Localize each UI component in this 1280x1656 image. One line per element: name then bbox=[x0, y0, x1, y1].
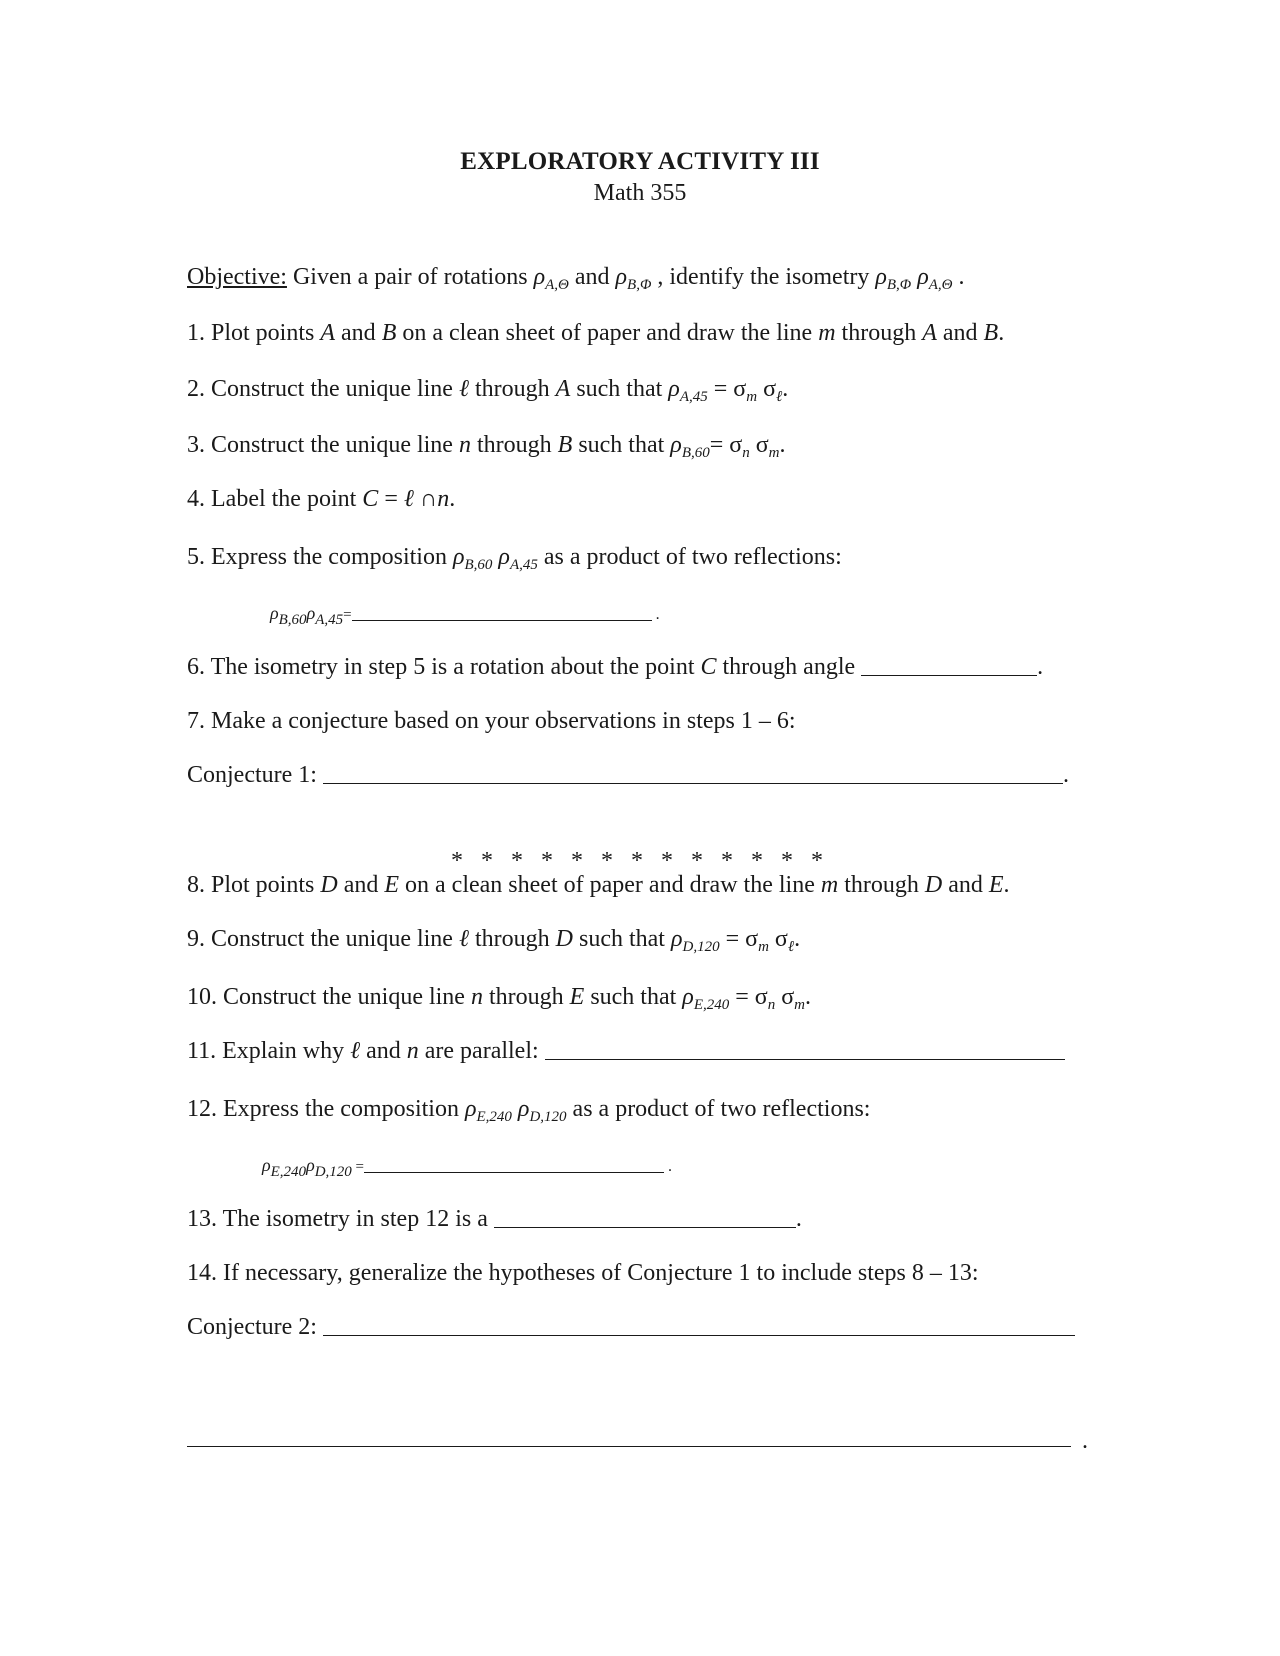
step-6-angle-blank[interactable] bbox=[861, 653, 1037, 676]
step-12: 12. Express the composition $\rho_{E,240}$ $\rho_{D,120}$ as a product of two reflections: bbox=[187, 1096, 871, 1125]
step-1: 1. Plot points A and B on a clean sheet of paper and draw the line m through A and B. bbox=[187, 320, 1005, 346]
step-12-answer-blank[interactable] bbox=[364, 1154, 664, 1173]
section-separator: * * * * * * * * * * * * * bbox=[451, 848, 829, 874]
step-14: 14. If necessary, generalize the hypotheses of Conjecture 1 to include steps 8 – 13: bbox=[187, 1260, 979, 1286]
course-label: Math 355 bbox=[593, 180, 687, 206]
step-7: 7. Make a conjecture based on your observations in steps 1 – 6: bbox=[187, 708, 796, 734]
step-13: 13. The isometry in step 12 is a . bbox=[187, 1206, 802, 1232]
conjecture-2-continuation-blank[interactable] bbox=[187, 1446, 1071, 1447]
step-11: 11. Explain why ℓ and n are parallel: bbox=[187, 1036, 1065, 1066]
step-9: 9. Construct the unique line ℓ through D such that $\rho_{D,120} = \sigma_m$ $\sigma_\ell$. bbox=[187, 926, 801, 955]
step-2: 2. Construct the unique line ℓ through A such that $\rho_{A,45} = \sigma_m$ $\sigma_\ell$. bbox=[187, 376, 789, 405]
step-12-answer: $\rho_{E,240}\rho_{D,120}$ = . bbox=[262, 1155, 673, 1180]
step-6: 6. The isometry in step 5 is a rotation about the point C through angle . bbox=[187, 654, 1044, 680]
conjecture-1-blank[interactable] bbox=[323, 761, 1063, 784]
step-11-explanation-blank[interactable] bbox=[545, 1037, 1065, 1060]
conjecture-2 bbox=[187, 1312, 1075, 1342]
page-title: EXPLORATORY ACTIVITY III bbox=[460, 148, 820, 175]
step-4: 4. Label the point C = ℓ ∩n. bbox=[187, 486, 456, 512]
step-5: 5. Express the composition $\rho_{B,60}$ $\rho_{A,45}$ as a product of two reflections: bbox=[187, 544, 842, 573]
conjecture-1-label: Conjecture 1: bbox=[187, 762, 323, 788]
step-5-answer: $\rho_{B,60}\rho_{A,45}=$ . bbox=[270, 603, 660, 628]
step-8: 8. Plot points D and E on a clean sheet of paper and draw the line m through D and E. bbox=[187, 872, 1010, 898]
step-10: 10. Construct the unique line n through E such that $\rho_{E,240} = \sigma_n$ $\sigma_m$. bbox=[187, 984, 812, 1013]
step-3: 3. Construct the unique line n through B such that $\rho_{B,60}= \sigma_n$ $\sigma_m$. bbox=[187, 432, 786, 461]
conjecture-2-label: Conjecture 2: bbox=[187, 1314, 323, 1340]
step-5-answer-blank[interactable] bbox=[352, 602, 652, 621]
conjecture-1: Conjecture 1: . bbox=[187, 762, 1069, 788]
objective-label: Objective: bbox=[187, 264, 287, 290]
conjecture-2-end: . bbox=[1082, 1428, 1088, 1454]
step-13-isometry-blank[interactable] bbox=[494, 1205, 796, 1228]
conjecture-2-blank[interactable] bbox=[323, 1313, 1075, 1336]
objective-line: Objective: Given a pair of rotations $\rho_{A,\Theta}$ and $\rho_{B,\Phi}$ , identify the isometry $\rho_{B,\Phi}$ $\rho_{A,\Theta}$ . bbox=[187, 264, 965, 293]
